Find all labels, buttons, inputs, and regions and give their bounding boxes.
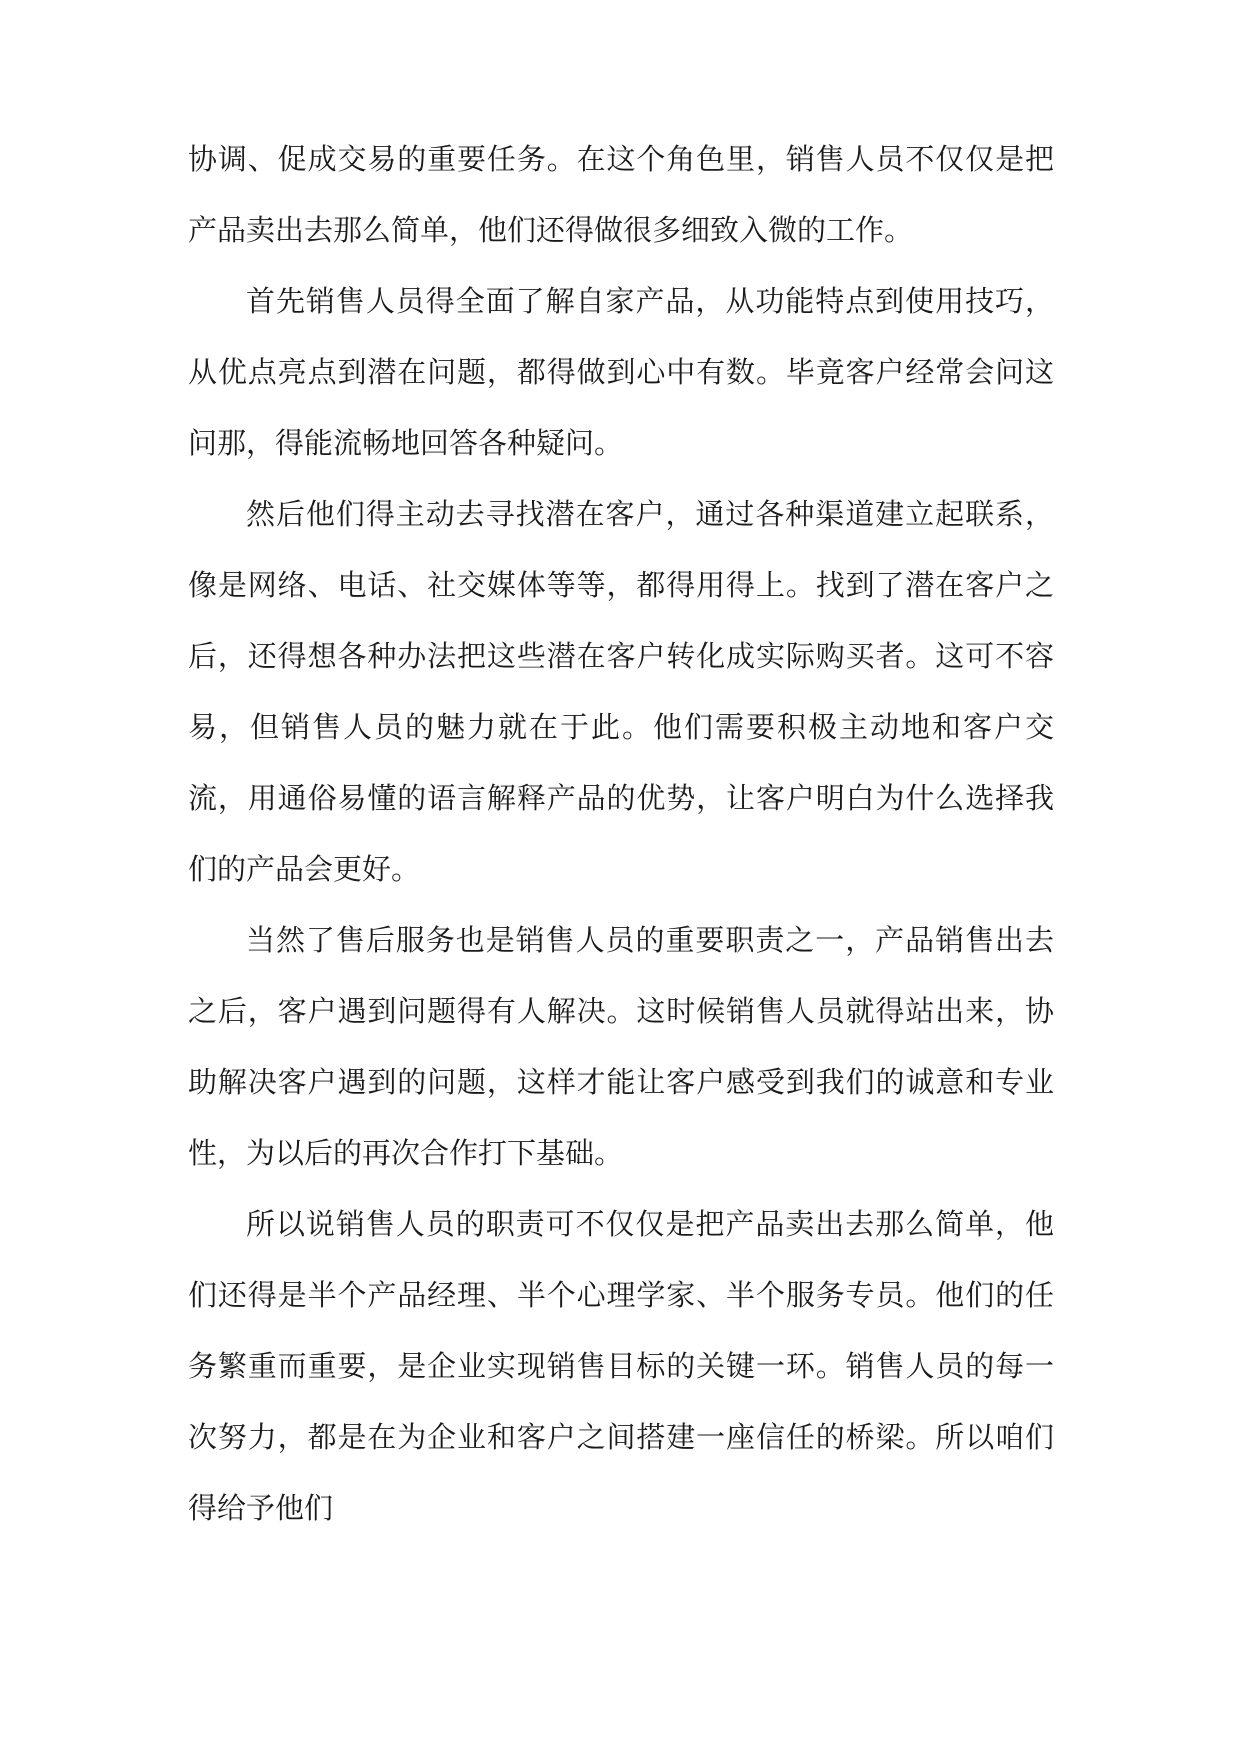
paragraph-2: 首先销售人员得全面了解自家产品，从功能特点到使用技巧，从优点亮点到潜在问题，都得做到心中有数。毕竟客户经常会问这问那，得能流畅地回答各种疑问。	[188, 284, 1054, 460]
paragraph-1: 协调、促成交易的重要任务。在这个角色里，销售人员不仅仅是把产品卖出去那么简单，他们还得做很多细致入微的工作。	[188, 142, 1054, 247]
paragraph-4: 当然了售后服务也是销售人员的重要职责之一，产品销售出去之后，客户遇到问题得有人解决。这时候销售人员就得站出来，协助解决客户遇到的问题，这样才能让客户感受到我们的诚意和专业性，为以后的再次合作打下基础。	[188, 923, 1054, 1170]
document-body	[188, 124, 1054, 1544]
paragraph-3: 然后他们得主动去寻找潜在客户，通过各种渠道建立起联系，像是网络、电话、社交媒体等等，都得用得上。找到了潜在客户之后，还得想各种办法把这些潜在客户转化成实际购买者。这可不容易，但销售人员的魅力就在于此。他们需要积极主动地和客户交流，用通俗易懂的语言解释产品的优势，让客户明白为什么选择我们的产品会更好。	[188, 497, 1054, 886]
paragraph-5: 所以说销售人员的职责可不仅仅是把产品卖出去那么简单，他们还得是半个产品经理、半个心理学家、半个服务专员。他们的任务繁重而重要，是企业实现销售目标的关键一环。销售人员的每一次努力，都是在为企业和客户之间搭建一座信任的桥梁。所以咱们得给予他们	[188, 1207, 1054, 1525]
